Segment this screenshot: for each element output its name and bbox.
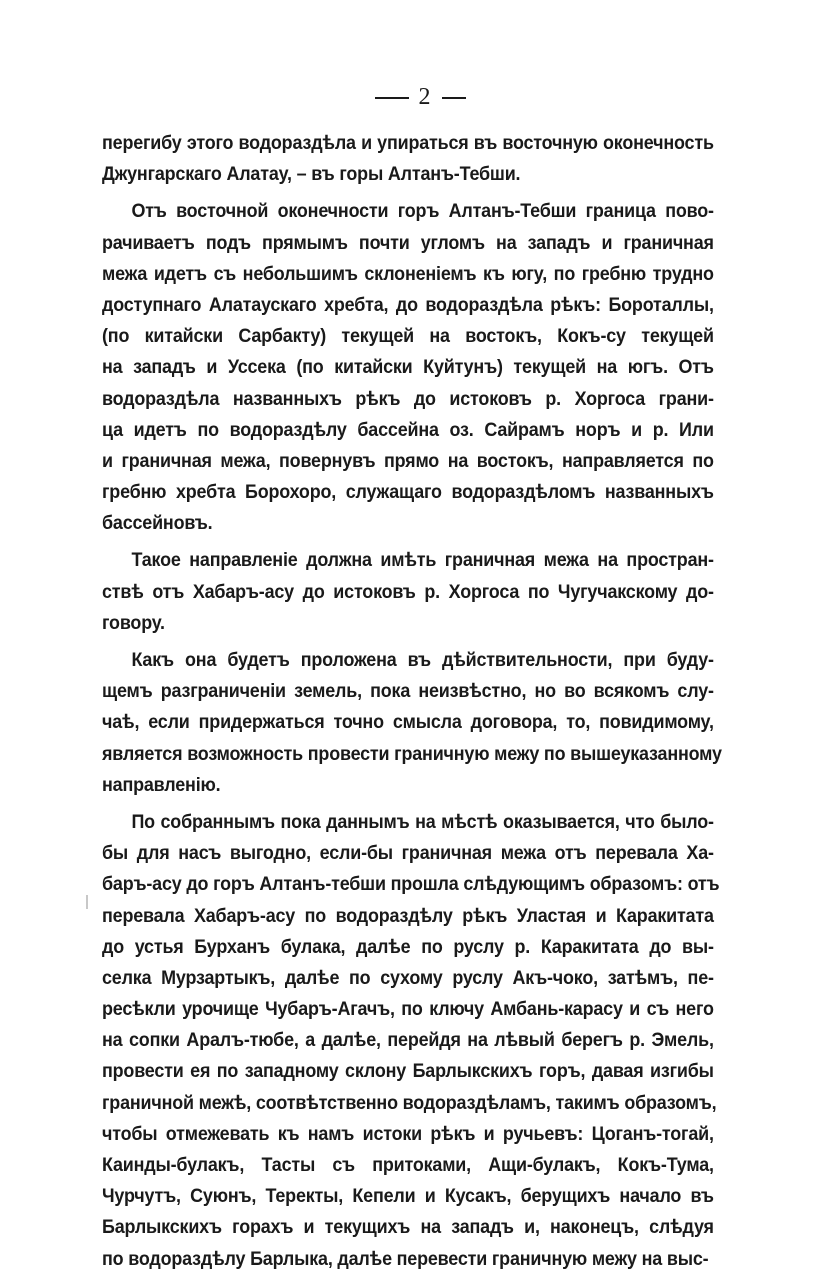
text-line: Отъ восточной оконечности горъ Алтанъ-Тебши граница пово- bbox=[131, 200, 714, 223]
text-line: ресѣкли урочище Чубаръ-Агачъ, по ключу Амбань-карасу и съ него bbox=[102, 998, 714, 1021]
text-line: перевала Хабаръ-асу по водораздѣлу рѣкъ Уластая и Каракитата bbox=[102, 904, 714, 927]
text-line: перегибу этого водораздѣла и упираться въ восточную оконечность bbox=[102, 132, 714, 154]
text-line: Джунгарскаго Алатау, – въ горы Алтанъ-Тебши. bbox=[102, 163, 521, 186]
text-line: (по китайски Сарбакту) текущей на востокъ, Кокъ-су текущей bbox=[102, 325, 714, 348]
header-dash-left bbox=[375, 97, 409, 99]
text-line: Каинды-булакъ, Тасты съ притоками, Ащи-булакъ, Кокъ-Тума, bbox=[102, 1154, 714, 1176]
page-header bbox=[0, 82, 840, 112]
text-line: бассейновъ. bbox=[102, 512, 213, 535]
text-line: на сопки Аралъ-тюбе, а далѣе, перейдя на лѣвый берегъ р. Эмель, bbox=[102, 1029, 714, 1052]
text-line: чаѣ, если придержаться точно смысла договора, то, повидимому, bbox=[102, 711, 714, 734]
text-line: гребню хребта Борохоро, служащаго водораздѣломъ названныхъ bbox=[102, 481, 714, 504]
paragraph bbox=[102, 807, 720, 1275]
text-line: рачиваетъ подъ прямымъ почти угломъ на западъ и граничная bbox=[102, 231, 714, 254]
text-line: бы для насъ выгодно, если-бы граничная межа отъ перевала Ха- bbox=[102, 842, 714, 865]
text-line: ца идетъ по водораздѣлу бассейна оз. Сайрамъ норъ и р. Или bbox=[102, 418, 714, 441]
text-line: водораздѣла названныхъ рѣкъ до истоковъ р. Хоргоса грани- bbox=[102, 387, 714, 410]
paragraph bbox=[102, 128, 714, 190]
text-line: селка Мурзартыкъ, далѣе по сухому руслу Акъ-чоко, затѣмъ, пе- bbox=[102, 966, 714, 989]
text-line: граничной межѣ, соотвѣтственно водораздѣламъ, такимъ образомъ, bbox=[102, 1091, 717, 1114]
text-line: Такое направленіе должна имѣть граничная межа на простран- bbox=[131, 549, 714, 572]
text-line: до устья Бурханъ булака, далѣе по руслу р. Каракитата до вы- bbox=[102, 935, 714, 958]
text-line: направленію. bbox=[102, 773, 221, 796]
body-text bbox=[102, 128, 722, 1281]
paragraph bbox=[102, 196, 714, 539]
paragraph bbox=[102, 645, 722, 801]
text-line: и граничная межа, повернувъ прямо на востокъ, направляется по bbox=[102, 449, 714, 472]
header-dash-right bbox=[442, 97, 466, 99]
text-line: щемъ разграниченіи земель, пока неизвѣстно, но во всякомъ слу- bbox=[102, 680, 714, 703]
text-line: баръ-асу до горъ Алтанъ-тебши прошла слѣдующимъ образомъ: отъ bbox=[102, 873, 720, 896]
text-line: ствѣ отъ Хабаръ-асу до истоковъ р. Хоргоса по Чугучакскому до- bbox=[102, 580, 714, 603]
page-number: 2 bbox=[418, 84, 432, 110]
paragraph bbox=[102, 545, 714, 639]
text-line: является возможность провести граничную межу по вышеуказанному bbox=[102, 742, 722, 765]
text-line: Барлыкскихъ горахъ и текущихъ на западъ и, наконецъ, слѣдуя bbox=[102, 1216, 714, 1239]
text-line: Какъ она будетъ проложена въ дѣйствительности, при буду- bbox=[131, 649, 714, 671]
text-line: Чурчутъ, Суюнъ, Теректы, Кепели и Кусакъ, берущихъ начало въ bbox=[102, 1185, 714, 1208]
text-line: доступнаго Алатаускаго хребта, до водораздѣла рѣкъ: Бороталлы, bbox=[102, 293, 714, 316]
text-line: чтобы отмежевать къ намъ истоки рѣкъ и ручьевъ: Цоганъ-тогай, bbox=[102, 1122, 714, 1145]
text-line: межа идетъ съ небольшимъ склоненіемъ къ югу, по гребню трудно bbox=[102, 262, 714, 285]
margin-mark bbox=[86, 895, 88, 909]
text-line: говору. bbox=[102, 611, 165, 634]
text-line: по водораздѣлу Барлыка, далѣе перевести граничную межу на выс- bbox=[102, 1247, 709, 1270]
text-line: на западъ и Уссека (по китайски Куйтунъ) текущей на югъ. Отъ bbox=[102, 356, 714, 379]
text-line: По собраннымъ пока даннымъ на мѣстѣ оказывается, что было- bbox=[131, 810, 714, 833]
text-line: провести ея по западному склону Барлыкскихъ горъ, давая изгибы bbox=[102, 1060, 714, 1083]
